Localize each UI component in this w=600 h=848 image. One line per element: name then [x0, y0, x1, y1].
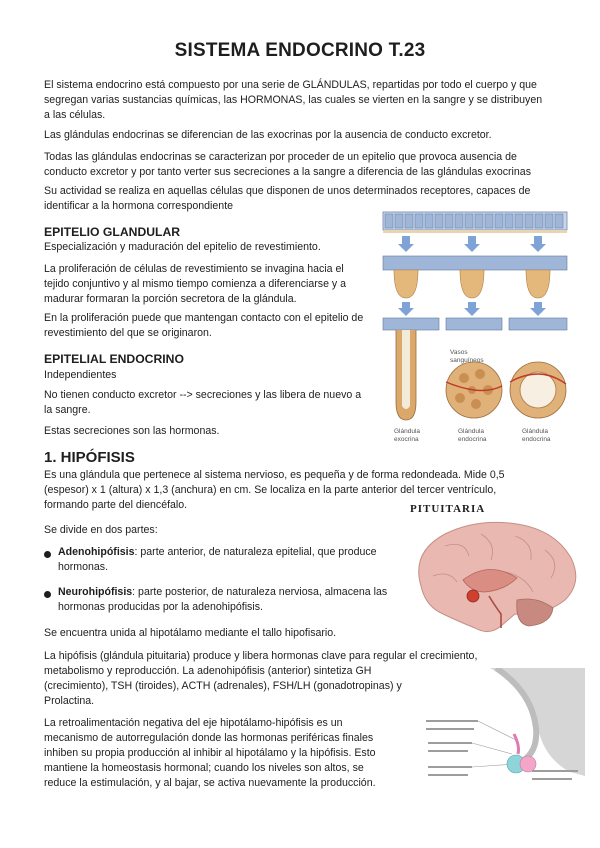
exocrine-gland — [383, 318, 439, 420]
text-line: En la proliferación puede que mantengan contacto con el epitelio de — [44, 312, 364, 324]
endocrino-line: Estas secreciones son las hormonas. — [44, 425, 220, 437]
hipofisis-union: Se encuentra unida al hipotálamo mediante el tallo hipofisario. — [44, 627, 337, 639]
gland-caption: endocrina — [458, 436, 487, 443]
vessels-label: Vasos — [450, 349, 468, 356]
endocrino-paragraph — [44, 388, 361, 418]
text-line: mecanismo de autorregulación donde las hormonas periféricas finales — [44, 732, 374, 744]
endocrine-gland-follicle — [509, 318, 567, 418]
hipofisis-divide: Se divide en dos partes: — [44, 524, 158, 536]
arrows-down — [398, 302, 546, 316]
text-line: la sangre. — [44, 404, 91, 416]
text-line: El sistema endocrino está compuesto por una serie de GLÁNDULAS, repartidas por todo el cuerpo y que — [44, 79, 537, 91]
text-line: madurar formaran la porción secretora de la glándula. — [44, 293, 297, 305]
text-line: segregan varias sustancias químicas, las HORMONAS, las cuales se vierten en la sangre y se distribuyen — [44, 94, 543, 106]
pituitary-highlight — [467, 590, 479, 602]
bullet-text: hormonas. — [58, 561, 109, 573]
text-line: Prolactina. — [44, 695, 95, 707]
bullet-text: hormonas producidas por la adenohipófisis. — [58, 601, 263, 613]
text-line: (crecimiento), TSH (tiroides), ACTH (adrenales), FSH/LH (gonadotropinas) y — [44, 680, 402, 692]
intro-paragraph-2 — [44, 128, 492, 143]
endocrine-gland-cords — [446, 318, 502, 418]
section-heading-epitelial-endocrino: EPITELIAL ENDOCRINO — [44, 352, 184, 366]
gland-caption: endocrina — [522, 436, 551, 443]
section-heading-epitelio-glandular: EPITELIO GLANDULAR — [44, 225, 181, 239]
text-line: conducto excretor y por tanto verter sus secreciones a la sangre a diferencia de las glándulas exocrinas — [44, 166, 531, 178]
text-line: La retroalimentación negativa del eje hipotálamo-hipófisis es un — [44, 717, 343, 729]
epitelio-line: Especialización y maduración del epitelio de revestimiento. — [44, 241, 321, 253]
text-line: La hipófisis (glándula pituitaria) produce y libera hormonas clave para regular el crecimiento, — [44, 650, 478, 662]
pituitaria-label: PITUITARIA — [410, 503, 486, 515]
bullet-text: : parte posterior, de naturaleza nerviosa, almacena las — [132, 586, 388, 598]
gland-caption: Glándula — [394, 428, 421, 435]
epitelio-paragraph — [44, 262, 346, 307]
text-line: Es una glándula que pertenece al sistema nervioso, es pequeña y de forma redondeada. Mide 0,5 — [44, 469, 505, 481]
epithelium-row-2 — [383, 256, 567, 298]
bullet-neurohipofisis — [58, 585, 387, 615]
bullet-dot — [44, 551, 51, 558]
text-line: Las glándulas endocrinas se diferencian de las exocrinas por la ausencia de conducto excretor. — [44, 129, 492, 141]
text-line: reduce la estimulación, y al bajar, se activa nuevamente la producción. — [44, 777, 376, 789]
brain-pituitary-figure — [405, 516, 585, 640]
text-line: La proliferación de células de revestimiento se invagina hacia el — [44, 263, 344, 275]
epitelio-paragraph — [44, 311, 363, 341]
text-line: revestimiento del que se originaron. — [44, 327, 212, 339]
text-line: (espesor) x 1 (altura) x 1,3 (anchura) en cm. Se localiza en la parte anterior del tercer ventrículo, — [44, 484, 497, 496]
text-line: mantiene la homeostasis hormonal; cuando los niveles son altos, se — [44, 762, 364, 774]
epithelium-row-1 — [383, 212, 567, 233]
text-line: tejido conjuntivo y al mismo tiempo comienza a diferenciarse y a — [44, 278, 347, 290]
text-line: Todas las glándulas endocrinas se caracterizan por proceder de un epitelio que provoca ausencia de — [44, 151, 517, 163]
gland-development-figure — [380, 206, 572, 446]
bullet-dot — [44, 591, 51, 598]
gland-caption: Glándula — [522, 428, 549, 435]
text-line: metabolismo y reproducción. La adenohipófisis (anterior) sintetiza GH — [44, 665, 372, 677]
arrows-down — [398, 236, 546, 252]
section-heading-hipofisis: 1. HIPÓFISIS — [44, 449, 135, 466]
text-line: formando parte del diencéfalo. — [44, 499, 188, 511]
intro-paragraph-3 — [44, 150, 531, 180]
text-line: a las células. — [44, 109, 106, 121]
page-title: SISTEMA ENDOCRINO T.23 — [174, 40, 426, 61]
endocrino-line: Independientes — [44, 369, 117, 381]
intro-paragraph-1 — [44, 78, 542, 123]
gland-caption: exocrina — [394, 436, 419, 443]
text-line: Su actividad se realiza en aquellas células que disponen de unos determinados receptores, capaces de — [44, 185, 531, 197]
text-line: No tienen conducto excretor --> secreciones y las libera de nuevo a — [44, 389, 362, 401]
bullet-adenohipofisis — [58, 545, 377, 575]
vessels-label: sanguíneos — [450, 357, 484, 364]
feedback-paragraph — [44, 716, 376, 791]
hypothalamus-pituitary-figure — [420, 668, 585, 793]
bullet-term: Adenohipófisis — [58, 546, 135, 558]
text-line: inhiben su propia producción al inhibir al hipotálamo y la hipófisis. Esto — [44, 747, 376, 759]
text-line: identificar a la hormona correspondiente — [44, 200, 234, 212]
bullet-term: Neurohipófisis — [58, 586, 133, 598]
bullet-text: : parte anterior, de naturaleza epitelial, que produce — [134, 546, 377, 558]
gland-caption: Glándula — [458, 428, 485, 435]
hipofisis-function-paragraph — [44, 649, 477, 709]
